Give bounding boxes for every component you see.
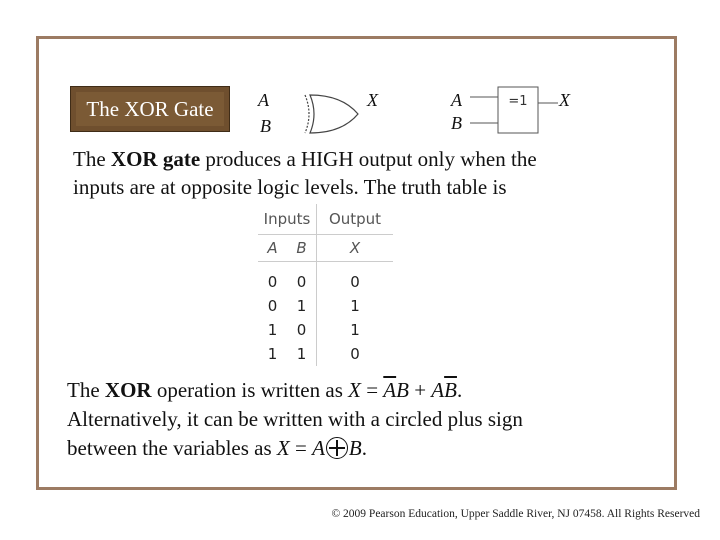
a-value: 1 [267,321,278,339]
xor-gate-rect-icon [470,85,560,135]
operation-line-1: The XOR operation is written as $X = \overline{A}B + A\overline{B}$. [67,378,463,402]
col-a-values [258,262,287,367]
header-inputs: Inputs [258,204,317,235]
truth-table [258,204,393,366]
intro-line-1: The XOR gate produces a HIGH output only when the [73,147,537,171]
x-value: 0 [350,345,360,363]
a-value: 0 [267,297,278,315]
col-b-label: B [287,235,317,262]
gate-input-b-label: B [260,116,271,136]
x-value: 0 [350,273,360,291]
rect-gate-symbol: =1 [508,94,528,109]
intro-line-2: inputs are at opposite logic levels. The truth table is [73,175,507,199]
xor-gate-symbol-icon [300,93,364,135]
rect-gate-output-label: X [559,90,570,110]
rect-gate-input-b-label: B [451,113,462,133]
x-value: 1 [350,297,360,315]
b-value: 1 [296,297,307,315]
b-value: 0 [296,273,307,291]
col-x-label: X [317,235,394,262]
title-box [70,86,230,132]
col-b-values [287,262,317,367]
a-value: 1 [267,345,278,363]
gate-input-a-label: A [258,90,269,110]
col-x-values [317,262,394,367]
b-value: 1 [296,345,307,363]
b-value: 0 [296,321,307,339]
rect-gate-input-a-label: A [451,90,462,110]
header-output: Output [317,204,394,235]
operation-line-2: Alternatively, it can be written with a circled plus sign [67,407,523,431]
slide-title: The XOR Gate [76,92,224,126]
col-a-label: A [258,235,287,262]
copyright-footer: © 2009 Pearson Education, Upper Saddle River, NJ 07458. All Rights Reserved [331,508,700,520]
gate-output-label: X [367,90,378,110]
operation-line-3: between the variables as X = A B. [67,436,367,460]
a-value: 0 [267,273,278,291]
x-value: 1 [350,321,360,339]
circled-plus-icon [326,437,348,459]
